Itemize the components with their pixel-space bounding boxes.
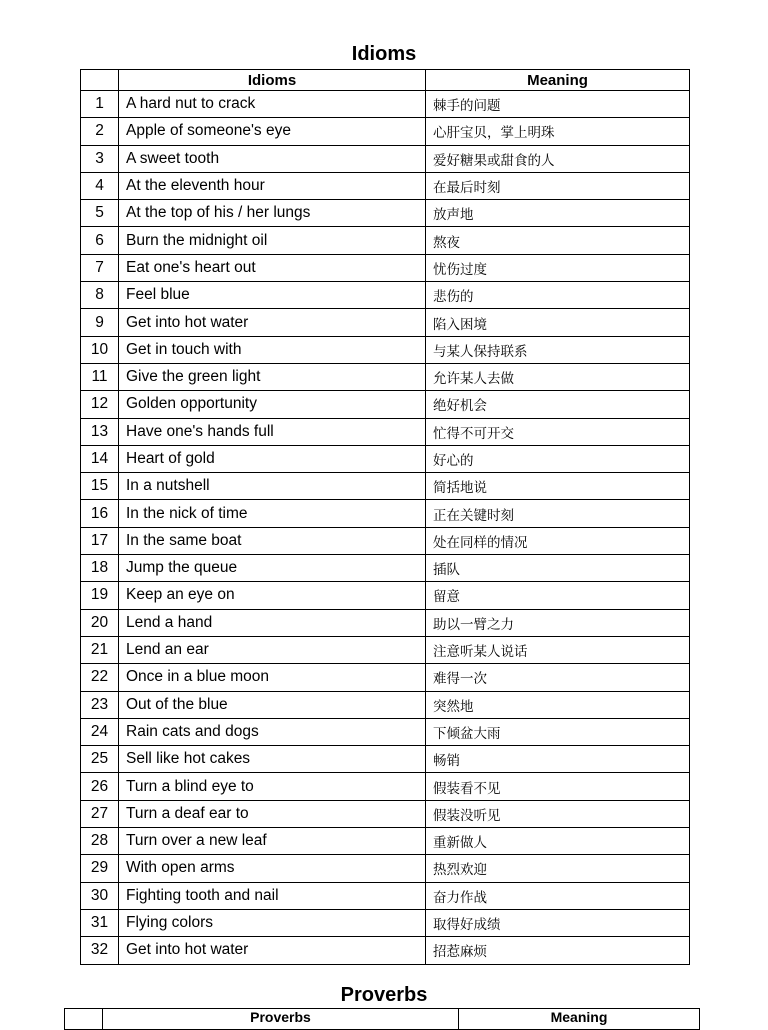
row-number: 12: [81, 391, 119, 418]
row-meaning: 陷入困境: [426, 309, 690, 336]
row-number: 5: [81, 200, 119, 227]
row-number: 30: [81, 882, 119, 909]
table-row: [81, 691, 690, 718]
row-number: 17: [81, 527, 119, 554]
row-meaning: 假装没听见: [426, 800, 690, 827]
table-row: [81, 363, 690, 390]
row-meaning: 假装看不见: [426, 773, 690, 800]
table-row: [81, 555, 690, 582]
row-number: 29: [81, 855, 119, 882]
row-number: 22: [81, 664, 119, 691]
table-row: [81, 909, 690, 936]
row-idiom: In the nick of time: [119, 500, 426, 527]
row-number: 6: [81, 227, 119, 254]
table-row: [81, 609, 690, 636]
table-row: [81, 800, 690, 827]
table-row: [81, 282, 690, 309]
row-idiom: Get into hot water: [119, 309, 426, 336]
table-row: [81, 500, 690, 527]
row-number: 14: [81, 445, 119, 472]
row-number: 32: [81, 937, 119, 964]
table-row: [81, 664, 690, 691]
table-row: [81, 391, 690, 418]
row-meaning: 正在关键时刻: [426, 500, 690, 527]
header-idiom: Idioms: [119, 70, 426, 91]
row-idiom: Turn over a new leaf: [119, 828, 426, 855]
row-meaning: 招惹麻烦: [426, 937, 690, 964]
row-number: 13: [81, 418, 119, 445]
row-number: 25: [81, 746, 119, 773]
row-meaning: 注意听某人说话: [426, 636, 690, 663]
table-row: [81, 309, 690, 336]
row-meaning: 取得好成绩: [426, 909, 690, 936]
row-number: 20: [81, 609, 119, 636]
table-row: [81, 227, 690, 254]
row-number: 4: [81, 172, 119, 199]
row-idiom: With open arms: [119, 855, 426, 882]
row-meaning: 熬夜: [426, 227, 690, 254]
table-row: [81, 473, 690, 500]
table-row: [81, 855, 690, 882]
row-idiom: A sweet tooth: [119, 145, 426, 172]
table-row: [81, 145, 690, 172]
table-row: [81, 882, 690, 909]
row-idiom: Lend a hand: [119, 609, 426, 636]
row-number: 3: [81, 145, 119, 172]
row-meaning: 热烈欢迎: [426, 855, 690, 882]
row-idiom: In the same boat: [119, 527, 426, 554]
table-row: [81, 418, 690, 445]
row-idiom: Eat one's heart out: [119, 254, 426, 281]
row-idiom: Have one's hands full: [119, 418, 426, 445]
row-meaning: 爱好糖果或甜食的人: [426, 145, 690, 172]
table-row: [81, 773, 690, 800]
proverbs-header-number: [65, 1009, 103, 1030]
row-number: 16: [81, 500, 119, 527]
row-meaning: 处在同样的情况: [426, 527, 690, 554]
table-row: [81, 172, 690, 199]
row-meaning: 留意: [426, 582, 690, 609]
row-meaning: 简括地说: [426, 473, 690, 500]
row-number: 26: [81, 773, 119, 800]
row-idiom: Get into hot water: [119, 937, 426, 964]
row-number: 1: [81, 91, 119, 118]
idioms-title: Idioms: [351, 43, 417, 65]
row-idiom: Out of the blue: [119, 691, 426, 718]
proverbs-header-proverb: Proverbs: [103, 1009, 459, 1030]
row-meaning: 允许某人去做: [426, 363, 690, 390]
table-row: [81, 336, 690, 363]
row-idiom: Give the green light: [119, 363, 426, 390]
row-idiom: Get in touch with: [119, 336, 426, 363]
row-idiom: Golden opportunity: [119, 391, 426, 418]
row-number: 27: [81, 800, 119, 827]
header-meaning: Meaning: [426, 70, 690, 91]
row-meaning: 助以一臂之力: [426, 609, 690, 636]
row-idiom: A hard nut to crack: [119, 91, 426, 118]
row-meaning: 棘手的问题: [426, 91, 690, 118]
row-idiom: Turn a deaf ear to: [119, 800, 426, 827]
row-number: 8: [81, 282, 119, 309]
row-meaning: 悲伤的: [426, 282, 690, 309]
row-number: 2: [81, 118, 119, 145]
row-number: 28: [81, 828, 119, 855]
row-idiom: Fighting tooth and nail: [119, 882, 426, 909]
row-idiom: Apple of someone's eye: [119, 118, 426, 145]
row-idiom: In a nutshell: [119, 473, 426, 500]
row-meaning: 突然地: [426, 691, 690, 718]
row-idiom: At the eleventh hour: [119, 172, 426, 199]
row-number: 7: [81, 254, 119, 281]
row-idiom: At the top of his / her lungs: [119, 200, 426, 227]
table-row: [81, 582, 690, 609]
table-row: [81, 746, 690, 773]
table-row: [81, 200, 690, 227]
table-row: [81, 91, 690, 118]
row-idiom: Keep an eye on: [119, 582, 426, 609]
row-meaning: 在最后时刻: [426, 172, 690, 199]
proverbs-table: [64, 1008, 700, 1030]
idioms-body: [81, 91, 690, 965]
row-meaning: 奋力作战: [426, 882, 690, 909]
table-row: [81, 718, 690, 745]
row-meaning: 放声地: [426, 200, 690, 227]
row-meaning: 心肝宝贝，掌上明珠: [426, 118, 690, 145]
row-number: 10: [81, 336, 119, 363]
row-meaning: 好心的: [426, 445, 690, 472]
row-number: 24: [81, 718, 119, 745]
row-meaning: 与某人保持联系: [426, 336, 690, 363]
row-meaning: 下倾盆大雨: [426, 718, 690, 745]
proverbs-header-row: [65, 1009, 700, 1030]
row-meaning: 重新做人: [426, 828, 690, 855]
table-row: [81, 636, 690, 663]
row-meaning: 插队: [426, 555, 690, 582]
row-number: 9: [81, 309, 119, 336]
row-meaning: 难得一次: [426, 664, 690, 691]
table-row: [81, 254, 690, 281]
row-number: 18: [81, 555, 119, 582]
row-meaning: 忧伤过度: [426, 254, 690, 281]
table-row: [81, 527, 690, 554]
idioms-header-row: [81, 70, 690, 91]
row-idiom: Lend an ear: [119, 636, 426, 663]
row-idiom: Burn the midnight oil: [119, 227, 426, 254]
row-meaning: 忙得不可开交: [426, 418, 690, 445]
idioms-table: [80, 69, 690, 965]
table-row: [81, 118, 690, 145]
table-row: [81, 445, 690, 472]
row-idiom: Rain cats and dogs: [119, 718, 426, 745]
row-number: 15: [81, 473, 119, 500]
row-number: 21: [81, 636, 119, 663]
row-idiom: Once in a blue moon: [119, 664, 426, 691]
proverbs-header-meaning: Meaning: [459, 1009, 700, 1030]
row-idiom: Flying colors: [119, 909, 426, 936]
header-number: [81, 70, 119, 91]
row-idiom: Jump the queue: [119, 555, 426, 582]
row-idiom: Heart of gold: [119, 445, 426, 472]
row-meaning: 畅销: [426, 746, 690, 773]
proverbs-title: Proverbs: [340, 984, 428, 1006]
row-idiom: Sell like hot cakes: [119, 746, 426, 773]
row-idiom: Turn a blind eye to: [119, 773, 426, 800]
row-number: 23: [81, 691, 119, 718]
table-row: [81, 937, 690, 964]
row-idiom: Feel blue: [119, 282, 426, 309]
row-number: 31: [81, 909, 119, 936]
table-row: [81, 828, 690, 855]
row-number: 11: [81, 363, 119, 390]
row-number: 19: [81, 582, 119, 609]
row-meaning: 绝好机会: [426, 391, 690, 418]
